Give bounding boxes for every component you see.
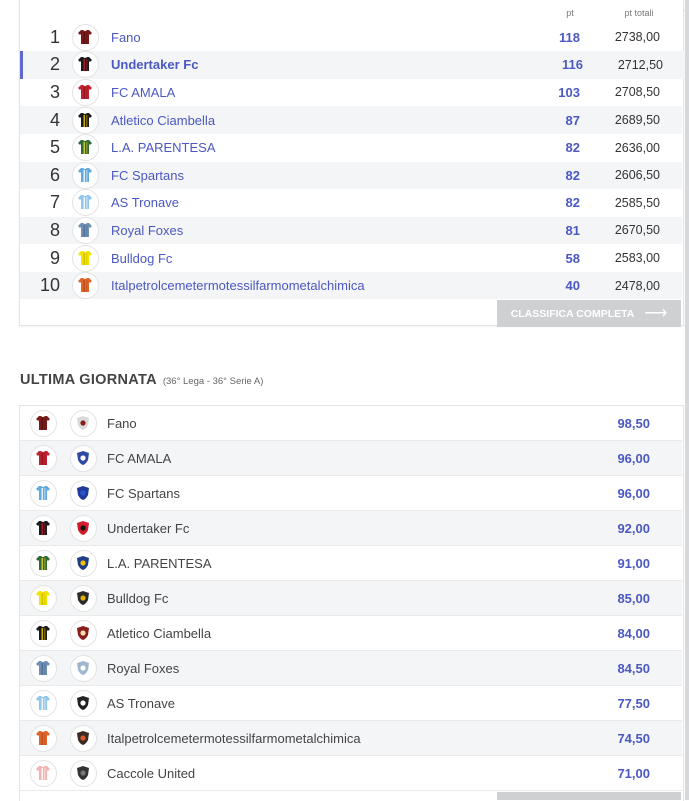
- jersey-icon: [72, 245, 99, 272]
- rank-number: 5: [49, 137, 60, 158]
- team-points: 103: [558, 84, 580, 100]
- rank-number: 9: [49, 247, 60, 268]
- rank-number: 3: [49, 81, 60, 102]
- arrow-right-icon: ⟶: [644, 304, 668, 322]
- team-total-points: 2478,00: [614, 278, 660, 293]
- team-name-link[interactable]: L.A. PARENTESA: [111, 140, 216, 156]
- team-points: 82: [565, 195, 580, 211]
- team-name-link[interactable]: Undertaker Fc: [111, 57, 199, 73]
- round-row[interactable]: [20, 651, 682, 686]
- last-round-card: [19, 405, 684, 801]
- team-total-points: 2689,50: [614, 113, 660, 128]
- jersey-icon: [30, 585, 57, 612]
- round-row[interactable]: [20, 406, 682, 441]
- team-logo-icon: [70, 760, 97, 787]
- jersey-icon: [72, 79, 99, 106]
- jersey-icon: [30, 480, 57, 507]
- team-total-points: 2670,50: [614, 223, 660, 238]
- team-total-points: 2636,00: [614, 140, 660, 155]
- jersey-icon: [30, 410, 57, 437]
- team-points: 116: [562, 57, 583, 73]
- round-score: 96,00: [617, 485, 650, 501]
- standings-row[interactable]: [20, 79, 682, 107]
- last-round-title-text: ULTIMA GIORNATA: [20, 372, 157, 388]
- team-logo-icon: [70, 410, 97, 437]
- jersey-icon: [72, 107, 99, 134]
- standings-row[interactable]: [20, 106, 682, 134]
- standings-row[interactable]: [20, 189, 682, 217]
- team-logo-icon: [70, 480, 97, 507]
- team-logo-icon: [70, 445, 97, 472]
- round-row[interactable]: [20, 721, 682, 756]
- team-name-link[interactable]: Bulldog Fc: [111, 250, 173, 266]
- team-name-link[interactable]: Royal Foxes: [111, 222, 184, 238]
- team-name-link[interactable]: Fano: [111, 29, 141, 45]
- team-points: 82: [565, 140, 580, 156]
- standings-card: [19, 0, 684, 326]
- standings-row[interactable]: [20, 244, 682, 272]
- standings-row[interactable]: [20, 217, 682, 245]
- jersey-icon: [30, 620, 57, 647]
- round-score: 96,00: [617, 450, 650, 466]
- full-standings-button[interactable]: [497, 300, 681, 327]
- team-total-points: 2583,00: [614, 251, 660, 266]
- jersey-icon: [30, 690, 57, 717]
- round-team-name: Fano: [107, 415, 137, 431]
- round-row[interactable]: [20, 581, 682, 616]
- partial-button[interactable]: [497, 792, 681, 800]
- team-points: 82: [565, 167, 580, 183]
- jersey-icon: [72, 134, 99, 161]
- round-team-name: Undertaker Fc: [107, 520, 190, 536]
- last-round-title: [20, 372, 263, 388]
- last-round-subtitle: (36° Lega - 36° Serie A): [162, 376, 264, 387]
- team-logo-icon: [70, 690, 97, 717]
- round-row[interactable]: [20, 476, 682, 511]
- round-team-name: FC Spartans: [107, 485, 180, 501]
- full-standings-label: CLASSIFICA COMPLETA: [510, 307, 635, 320]
- rank-number: 1: [49, 26, 60, 47]
- standings-row[interactable]: [20, 272, 682, 300]
- team-name-link[interactable]: Atletico Ciambella: [111, 112, 216, 128]
- round-score: 91,00: [617, 555, 650, 571]
- header-pt: pt: [566, 8, 574, 18]
- jersey-icon: [72, 272, 99, 299]
- jersey-icon: [30, 550, 57, 577]
- team-name-link[interactable]: Italpetrolcemetermotessilfarmometalchimica: [111, 278, 365, 294]
- jersey-icon: [30, 760, 57, 787]
- round-team-name: Royal Foxes: [107, 660, 180, 676]
- round-team-name: Italpetrolcemetermotessilfarmometalchimica: [107, 730, 361, 746]
- round-row[interactable]: [20, 756, 682, 791]
- team-name-link[interactable]: AS Tronave: [111, 195, 179, 211]
- round-score: 74,50: [617, 730, 650, 746]
- jersey-icon: [72, 162, 99, 189]
- team-total-points: 2606,50: [614, 168, 660, 183]
- round-score: 77,50: [617, 695, 650, 711]
- standings-row[interactable]: [20, 134, 682, 162]
- header-pt-total: pt totali: [624, 8, 654, 18]
- team-logo-icon: [70, 725, 97, 752]
- round-score: 71,00: [617, 765, 650, 781]
- team-logo-icon: [70, 515, 97, 542]
- team-total-points: 2708,50: [614, 85, 660, 100]
- team-total-points: 2712,50: [617, 57, 663, 72]
- round-team-name: FC AMALA: [107, 450, 172, 466]
- team-points: 81: [565, 222, 580, 238]
- round-score: 84,50: [617, 660, 650, 676]
- team-points: 58: [565, 250, 580, 266]
- round-team-name: Caccole United: [107, 765, 196, 781]
- team-total-points: 2585,50: [614, 195, 660, 210]
- rank-number: 10: [39, 275, 60, 296]
- team-points: 40: [565, 278, 580, 294]
- jersey-icon: [30, 515, 57, 542]
- round-score: 84,00: [617, 625, 650, 641]
- rank-number: 2: [49, 54, 60, 75]
- round-score: 92,00: [617, 520, 650, 536]
- round-row[interactable]: [20, 546, 682, 581]
- rank-number: 7: [49, 192, 60, 213]
- jersey-icon: [72, 24, 99, 51]
- rank-number: 6: [49, 164, 60, 185]
- round-row[interactable]: [20, 686, 682, 721]
- standings-row[interactable]: [20, 24, 682, 52]
- team-logo-icon: [70, 655, 97, 682]
- round-row[interactable]: [20, 441, 682, 476]
- jersey-icon: [30, 655, 57, 682]
- rank-number: 4: [49, 109, 60, 130]
- team-name-link[interactable]: FC AMALA: [111, 84, 176, 100]
- team-name-link[interactable]: FC Spartans: [111, 167, 184, 183]
- rank-number: 8: [49, 219, 60, 240]
- standings-row[interactable]: [20, 162, 682, 190]
- round-team-name: L.A. PARENTESA: [107, 555, 212, 571]
- standings-row[interactable]: [20, 51, 685, 79]
- team-points: 118: [559, 29, 580, 45]
- team-logo-icon: [70, 620, 97, 647]
- team-logo-icon: [70, 585, 97, 612]
- jersey-icon: [72, 51, 99, 78]
- round-team-name: Atletico Ciambella: [107, 625, 212, 641]
- round-score: 85,00: [617, 590, 650, 606]
- round-row[interactable]: [20, 616, 682, 651]
- round-team-name: AS Tronave: [107, 695, 175, 711]
- jersey-icon: [72, 189, 99, 216]
- scrollbar-track[interactable]: [685, 0, 689, 800]
- jersey-icon: [72, 217, 99, 244]
- team-logo-icon: [70, 550, 97, 577]
- round-row[interactable]: [20, 511, 682, 546]
- jersey-icon: [30, 725, 57, 752]
- jersey-icon: [30, 445, 57, 472]
- team-points: 87: [565, 112, 580, 128]
- round-score: 98,50: [617, 415, 650, 431]
- team-total-points: 2738,00: [614, 30, 660, 45]
- round-team-name: Bulldog Fc: [107, 590, 169, 606]
